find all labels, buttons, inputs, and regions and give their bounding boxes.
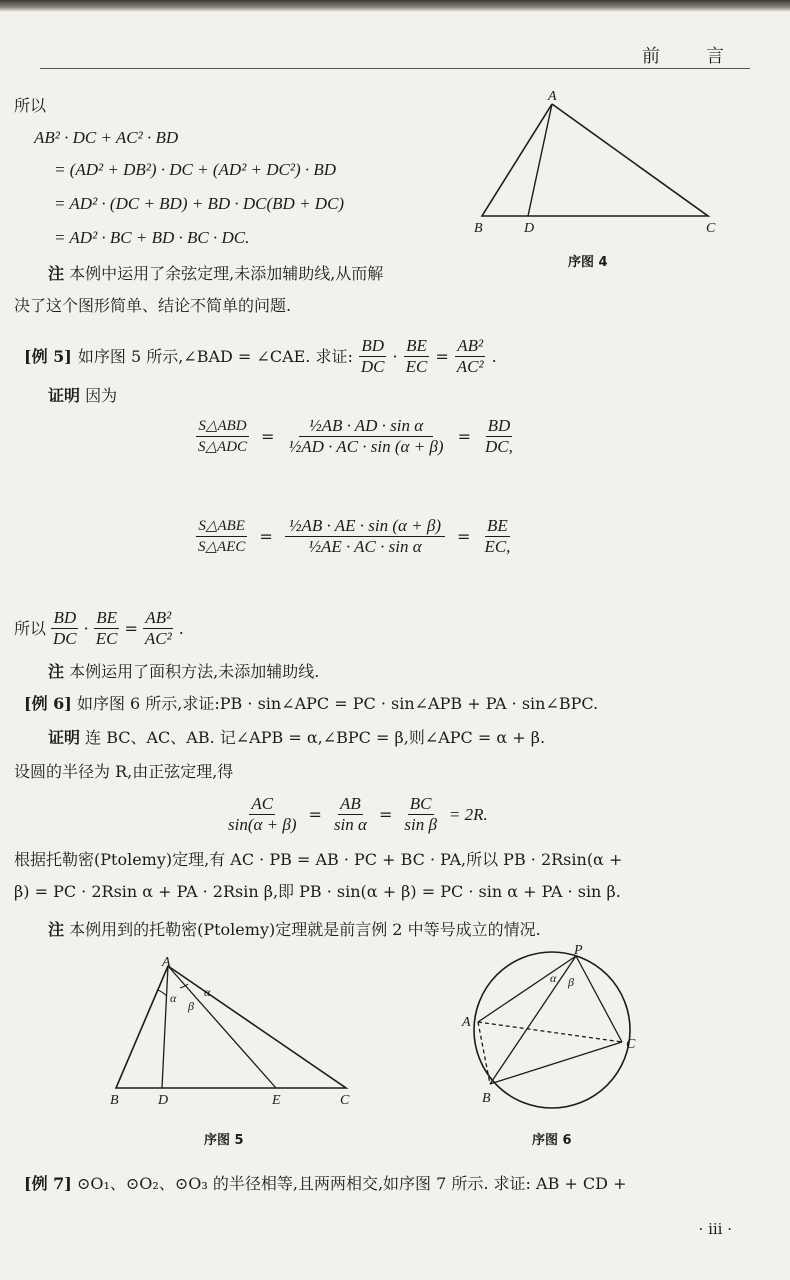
figure-5	[100, 954, 360, 1150]
proof-6-line-2: 设圆的半径为 R,由正弦定理,得	[14, 762, 234, 781]
area-ratio-1: $\frac{\text{S△ABD}}{\text{S△ADC}}$ = $\frac{\text{½AB · AD · sin α}}{\text{½AD · AC · sin (α + β)}}$ = $\frac{BD}{DC,}$	[198, 416, 513, 456]
proof-6-line-4: β) = PC · 2Rsin α + PA · 2Rsin β,即 PB · sin(α + β) = PC · sin α + PA · sin β.	[14, 882, 621, 901]
figure-6	[456, 944, 636, 1152]
note-label: 注	[48, 264, 65, 283]
example-7-statement: [例 7] ⊙O₁、⊙O₂、⊙O₃ 的半径相等,且两两相交,如序图 7 所示. 求证: AB + CD +	[24, 1174, 627, 1193]
equation-line-1: AB² · DC + AC² · BD	[34, 128, 179, 147]
label-c: C	[626, 1037, 636, 1052]
label-b: B	[482, 1091, 491, 1106]
example-6-statement: [例 6] 如序图 6 所示,求证:PB · sin∠APC = PC · sin∠APB + PA · sin∠BPC.	[24, 694, 599, 713]
label-d: D	[524, 221, 535, 236]
note-1	[48, 262, 383, 286]
note-1-continued: 决了这个图形简单、结论不简单的问题.	[14, 296, 292, 315]
label-c: C	[340, 1093, 350, 1108]
label-d: D	[158, 1093, 169, 1108]
example-7-tag: [例 7]	[24, 1174, 72, 1193]
intro-text: 所以	[14, 96, 47, 115]
example-5-text: 如序图 5 所示,∠BAD = ∠CAE. 求证:	[77, 346, 353, 366]
figure-5-caption: 序图 5	[204, 1133, 244, 1148]
page-edge-shadow	[0, 0, 790, 12]
segment-bc	[490, 1042, 622, 1084]
segment-ad	[528, 104, 552, 216]
label-p: P	[574, 944, 583, 958]
label-a: A	[462, 1015, 471, 1030]
fraction-be-ec: $\frac{BE}{EC}$	[405, 336, 428, 376]
note-text: 本例中运用了余弦定理,未添加辅助线,从而解	[69, 264, 384, 283]
proof-6-line-1: 证明 连 BC、AC、AB. 记∠APB = α,∠BPC = β,则∠APC = α + β.	[48, 728, 546, 747]
label-b: B	[110, 1093, 119, 1108]
label-beta: β	[188, 999, 194, 1013]
label-c: C	[706, 221, 716, 236]
note-5: 注 本例运用了面积方法,未添加辅助线.	[48, 662, 320, 681]
note-6: 注 本例用到的托勒密(Ptolemy)定理就是前言例 2 中等号成立的情况.	[48, 920, 541, 939]
label-a: A	[548, 89, 557, 104]
label-beta: β	[568, 975, 574, 989]
segment-ac	[478, 1022, 622, 1042]
figure-4-caption: 序图 4	[568, 255, 608, 270]
label-a: A	[162, 955, 171, 970]
triangle-abc	[116, 966, 346, 1088]
area-ratio-2: $\frac{\text{S△ABE}}{\text{S△AEC}}$ = $\frac{\text{½AB · AE · sin (α + β)}}{\text{½AE · AC · sin α}}$ = $\frac{BE}{EC,}$	[198, 516, 511, 556]
running-header: 前 言	[642, 46, 738, 67]
segment-pc	[576, 956, 622, 1042]
page-number: · iii ·	[698, 1220, 732, 1238]
proof-6-line-3: 根据托勒密(Ptolemy)定理,有 AC · PB = AB · PC + BC · PA,所以 PB · 2Rsin(α +	[14, 850, 623, 869]
equation-line-3: = AD² · (DC + BD) + BD · DC(BD + DC)	[54, 194, 345, 213]
segment-pb	[490, 956, 576, 1084]
segment-pa	[478, 956, 576, 1022]
label-alpha-1: α	[170, 991, 177, 1005]
label-b: B	[474, 221, 483, 236]
proof-5-intro: 证明 因为	[48, 386, 118, 405]
equation-line-2: = (AD² + DB²) · DC + (AD² + DC²) · BD	[54, 160, 337, 179]
label-alpha: α	[550, 971, 557, 985]
fraction-bd-dc: $\frac{BD}{DC}$	[360, 336, 385, 376]
label-e: E	[272, 1093, 281, 1108]
segment-ad	[162, 966, 168, 1088]
label-alpha-2: α	[204, 985, 211, 999]
segment-ae	[168, 966, 276, 1088]
figure-6-caption: 序图 6	[532, 1133, 572, 1148]
conclusion-5: 所以 $\frac{BD}{DC}$ · $\frac{BE}{EC}$ = $\frac{\text{AB²}}{\text{AC²}}$ .	[14, 608, 184, 648]
figure-4	[460, 84, 740, 276]
header-rule	[40, 68, 750, 69]
proof-label: 证明	[48, 386, 81, 405]
fraction-ab2-ac2: $\frac{\text{AB²}}{\text{AC²}}$	[456, 336, 484, 376]
example-5-tag: [例 5]	[24, 346, 72, 366]
law-of-sines: $\frac{AC}{\sin(\alpha + \beta)}$ = $\frac{AB}{\text{sin α}}$ = $\frac{BC}{\text{sin β}}$ = 2R.	[228, 794, 488, 834]
equation-line-4: = AD² · BC + BD · BC · DC.	[54, 228, 250, 247]
triangle-abc	[482, 104, 708, 216]
example-6-tag: [例 6]	[24, 694, 72, 713]
example-5-statement: [例 5] 如序图 5 所示,∠BAD = ∠CAE. 求证: $\frac{BD}{DC}$ · $\frac{BE}{EC}$ = $\frac{\text{AB²}}{\text{AC²}}$ .	[24, 336, 497, 376]
